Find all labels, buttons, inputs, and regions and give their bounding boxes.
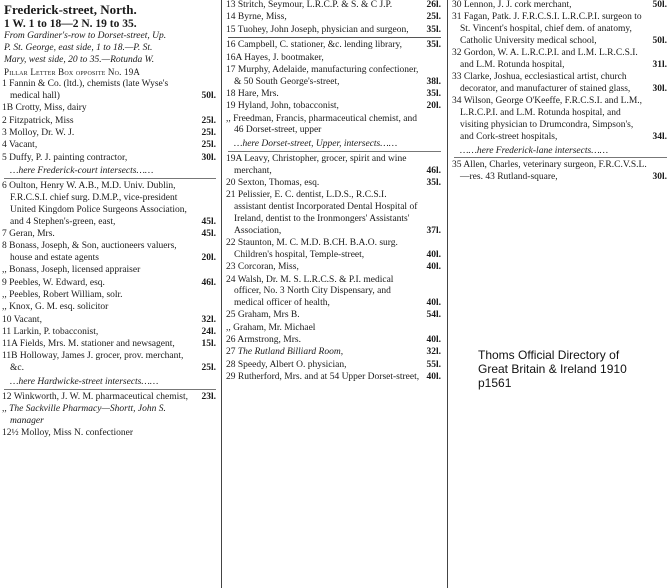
valuation: 26l. [426,0,441,10]
house-number: 28 [226,359,236,370]
directory-entry [450,72,671,96]
column-divider [221,0,222,588]
house-number: ,, [2,289,7,300]
directory-entry [0,153,220,165]
intersection-note: ……here Frederick-lane intersects…… [450,145,671,159]
occupant-text: Murphy, Adelaide, manufacturing confectioner, & 50 South George's-street, [234,64,419,87]
valuation: 30l. [652,172,667,183]
house-number: 6 [2,181,7,192]
valuation: 46l. [426,165,441,176]
occupant-text: Molloy, Miss N. confectioner [21,428,134,439]
house-number: 11B [2,351,18,362]
occupant-text: Walsh, Dr. M. S. L.R.C.S. & P.I. medical officer, No. 3 North City Dispensary, and medical officer of health, [234,274,394,309]
house-number: 16A [226,52,242,63]
house-number: 30 [452,0,462,10]
house-number: ,, [226,113,231,124]
street-title: Frederick-street, North. [4,2,137,17]
valuation: 55l. [426,359,441,370]
occupant-text: Duffy, P. J. painting contractor, [9,152,128,163]
occupant-text: Hare, Mrs. [237,89,279,100]
house-number: 3 [2,128,7,139]
occupant-text: Peebles, Robert William, solr. [9,289,123,300]
house-number: 13 [226,0,236,10]
house-number: 23 [226,262,236,273]
house-number: 9 [2,277,7,288]
house-number: 17 [226,64,236,75]
house-number: ,, [2,404,7,415]
house-number: 10 [2,314,12,325]
occupant-text: Knox, G. M. esq. solicitor [9,302,109,313]
directory-entry [0,351,220,375]
intersection-note: …here Dorset-street, Upper, intersects…… [224,138,445,152]
directory-entry [0,339,220,351]
occupant-text: Freedman, Francis, pharmaceutical chemist, and 46 Dorset-street, upper [233,113,417,136]
occupant-text: Bonass, Joseph, & Son, auctioneers valuers, house and estate agents [9,241,177,264]
valuation: 25l. [201,140,216,151]
directory-column-2 [224,0,445,384]
occupant-text: Vacant, [8,140,38,151]
directory-entry [224,238,445,262]
directory-entry [0,181,220,228]
valuation: 45l. [201,216,216,227]
directory-entry [224,25,445,37]
valuation: 25l. [201,115,216,126]
occupant-text: Clarke, Joshua, ecclesiastical artist, church decorator, and manufacturer of stained glass, [460,72,631,95]
house-number: 34 [452,96,462,107]
occupant-text: Graham, Mr. Michael [233,322,316,333]
directory-entry [0,428,220,440]
valuation: 50l. [201,91,216,102]
directory-entry [0,79,220,103]
house-number: 19A [226,154,242,165]
valuation: 40l. [426,335,441,346]
house-number: 27 [226,347,236,358]
house-number: ,, [226,322,231,333]
house-number: 8 [2,241,7,252]
valuation: 24l. [201,326,216,337]
valuation: 31l. [652,59,667,70]
valuation: 35l. [426,178,441,189]
house-number: 1B [2,103,14,114]
valuation: 23l. [201,391,216,402]
directory-entry [224,360,445,372]
occupant-text: Bonass, Joseph, licensed appraiser [9,265,141,276]
valuation: 40l. [426,249,441,260]
occupant-text: Byrne, Miss, [237,12,287,23]
house-number: 7 [2,228,7,239]
valuation: 30l. [201,152,216,163]
occupant-text: Fields, Mrs. M. stationer and newsagent, [19,339,175,350]
directory-entry [450,48,671,72]
valuation: 38l. [426,76,441,87]
street-postal-districts: 1 W. 1 to 18—2 N. 19 to 35. [4,18,137,30]
occupant-text: Geran, Mrs. [9,228,55,239]
directory-entry [224,190,445,237]
directory-column-1 [0,0,220,441]
valuation: 35l. [426,24,441,35]
occupant-text: Crotty, Miss, dairy [15,103,87,114]
occupant-text: Winkworth, J. W. M. pharmaceutical chemist, [13,391,188,402]
directory-entry [450,96,671,143]
street-header [0,0,220,79]
occupant-text: Rutherford, Mrs. and at 54 Upper Dorset-street, [237,371,420,382]
occupant-text: Stritch, Seymour, L.R.C.P. & S. & C J.P. [237,0,393,10]
valuation: 40l. [426,262,441,273]
occupant-text: Corcoran, Miss, [237,262,299,273]
directory-entry [450,160,671,184]
occupant-text: Hayes, J. bootmaker, [244,52,324,63]
valuation: 35l. [426,40,441,51]
occupant-text: The Sackville Pharmacy—Shortt, John S. manager [9,404,166,426]
house-number: 18 [226,89,236,100]
directory-entry [224,323,445,335]
directory-entry [224,40,445,52]
entry-list [224,0,445,384]
directory-entry [0,241,220,265]
house-number: 12½ [2,428,19,439]
occupant-text: Lennon, J. J. cork merchant, [463,0,572,10]
house-number: 12 [2,391,12,402]
directory-entry [224,347,445,359]
valuation: 25l. [426,12,441,23]
occupant-text: Oulton, Henry W. A.B., M.D. Univ. Dublin, F.R.C.S.I. chief surg. D.M.P., vice-president United Kingdom Police Surgeons Association, and 4 Stephen's-green, east, [9,181,187,227]
house-number: ,, [2,302,7,313]
directory-entry [224,275,445,310]
directory-entry [224,154,445,178]
directory-entry [224,0,445,12]
directory-entry [224,178,445,190]
intersection-note: …here Frederick-court intersects…… [0,165,220,179]
occupant-text: Leavy, Christopher, grocer, spirit and wine merchant, [234,154,407,176]
directory-entry [0,327,220,339]
directory-column-3 [450,0,671,184]
occupant-text: Larkin, P. tobacconist, [13,326,99,337]
house-number: 20 [226,178,236,189]
directory-entry [224,89,445,101]
occupant-text: Speedy, Albert O. physician, [237,359,347,370]
source-caption: Thoms Official Directory of Great Britain & Ireland 1910 p1561 [478,348,627,390]
street-route-line: Mary, west side, 20 to 35.—Rotunda W. [4,54,155,65]
occupant-text: Graham, Mrs B. [237,310,300,321]
house-number: 32 [452,48,462,59]
directory-entry [0,103,220,115]
occupant-text: Staunton, M. C. M.D. B.CH. B.A.O. surg. Children's hospital, Temple-street, [234,238,398,260]
occupant-text: The Rutland Billiard Room, [237,347,344,358]
directory-entry [0,290,220,302]
occupant-text: Fagan, Patk. J. F.R.C.S.I. L.R.C.P.I. surgeon to St. Vincent's hospital, chief dem. of anatomy, Catholic University medical school, [460,12,642,46]
directory-entry [0,392,220,404]
occupant-text: Peebles, W. Edward, esq. [9,277,105,288]
occupant-text: Wilson, George O'Keeffe, F.R.C.S.I. and L.M., L.R.C.P.I. and L.M. Rotunda hospital, and visiting physician to Drumcondra, Simpson's, and Cork-street hospitals, [460,96,643,142]
directory-entry [224,335,445,347]
house-number: 24 [226,274,236,285]
valuation: 46l. [201,277,216,288]
house-number: 31 [452,12,462,23]
valuation: 45l. [201,228,216,239]
street-route-line: P. St. George, east side, 1 to 18.—P. St. [4,42,153,53]
valuation: 37l. [426,225,441,236]
house-number: 35 [452,160,462,171]
house-number: 19 [226,101,236,112]
occupant-text: Gordon, W. A. L.R.C.P.I. and L.M. L.R.C.S.I. and L.M. Rotunda hospital, [460,48,638,70]
valuation: 20l. [201,253,216,264]
house-number: 11A [2,339,18,350]
entry-list [450,0,671,184]
valuation: 30l. [652,84,667,95]
directory-entry [224,65,445,89]
directory-entry [0,302,220,314]
valuation: 32l. [201,314,216,325]
street-route-line: From Gardiner's-row to Dorset-street, Up. [4,31,167,41]
valuation: 54l. [426,310,441,321]
directory-entry [224,114,445,138]
occupant-text: Holloway, James J. grocer, prov. merchant, &c. [10,351,184,374]
house-number: 2 [2,115,7,126]
house-number: 21 [226,190,236,201]
directory-entry [224,53,445,65]
house-number: 22 [226,238,236,249]
house-number: 26 [226,335,236,346]
column-divider [447,0,448,588]
valuation: 20l. [426,101,441,112]
house-number: 29 [226,371,236,382]
occupant-text: Campbell, C. stationer, &c. lending library, [237,40,403,51]
directory-entry [0,265,220,277]
entry-list [0,79,220,440]
separator-rule [228,37,441,38]
valuation: 32l. [426,347,441,358]
occupant-text: Pelissier, E. C. dentist, L.D.S., R.C.S.I. assistant dentist Incorporated Dental Hospital of Ireland, dentist to the Ironmongers' Assistants' Association, [234,190,418,236]
occupant-text: Fannin & Co. (ltd.), chemists (late Wyse's medical hall) [9,79,169,102]
house-number: 25 [226,310,236,321]
house-number: 33 [452,72,462,83]
valuation: 25l. [201,363,216,374]
directory-entry [450,12,671,47]
directory-entry [0,140,220,152]
occupant-text: Armstrong, Mrs. [237,335,301,346]
directory-entry [224,262,445,274]
house-number: 11 [2,326,12,337]
valuation: 40l. [426,298,441,309]
occupant-text: Vacant, [13,314,42,325]
house-number: 15 [226,24,236,35]
house-number: ,, [2,265,7,276]
intersection-note: …here Hardwicke-street intersects…… [0,376,220,390]
valuation: 34l. [652,131,667,142]
occupant-text: Allen, Charles, veterinary surgeon, F.R.C.V.S.L.—res. 43 Rutland-square, [460,160,647,183]
directory-entry [224,372,445,384]
occupant-text: Hyland, John, tobacconist, [237,101,339,112]
valuation: 35l. [426,89,441,100]
pillar-letter-box-note: Pillar Letter Box opposite No. 19A [4,67,141,78]
house-number: 5 [2,152,7,163]
directory-entry [0,278,220,290]
valuation: 50l. [652,0,667,10]
valuation: 40l. [426,371,441,382]
directory-entry [224,310,445,322]
occupant-text: Tuohey, John Joseph, physician and surgeon, [237,24,409,35]
house-number: 4 [2,140,7,151]
occupant-text: Fitzpatrick, Miss [9,115,74,126]
house-number: 16 [226,40,236,51]
valuation: 15l. [201,339,216,350]
occupant-text: Molloy, Dr. W. J. [9,128,75,139]
directory-entry [224,12,445,24]
valuation: 50l. [652,35,667,46]
occupant-text: Sexton, Thomas, esq. [237,178,320,189]
house-number: 14 [226,12,236,23]
valuation: 25l. [201,128,216,139]
directory-entry [0,116,220,128]
directory-entry [224,101,445,113]
directory-entry [0,404,220,428]
directory-entry [0,315,220,327]
house-number: 1 [2,79,7,90]
directory-entry [0,128,220,140]
directory-entry [0,229,220,241]
directory-entry [450,0,671,12]
